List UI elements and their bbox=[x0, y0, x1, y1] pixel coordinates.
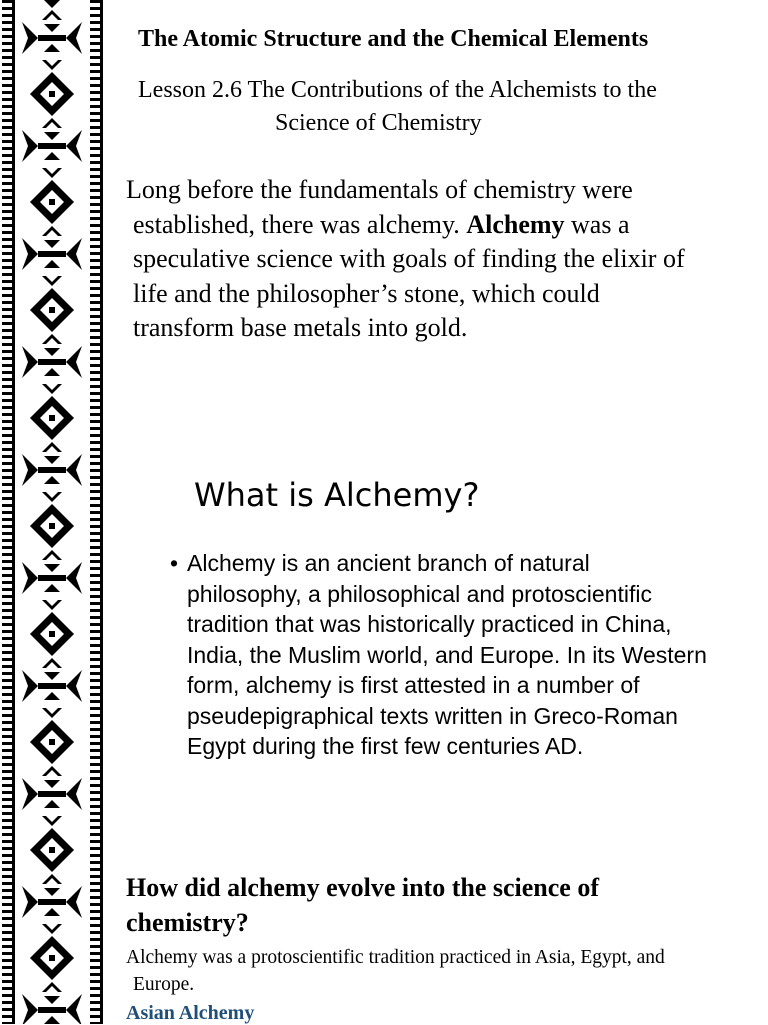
border-motif-pattern bbox=[14, 0, 90, 1024]
intro-paragraph bbox=[126, 173, 756, 346]
answer-line: Alchemy was a protoscientific tradition practiced in Asia, Egypt, and bbox=[126, 947, 665, 968]
bullet-marker: • bbox=[170, 550, 179, 576]
lesson-title-line1: Lesson 2.6 The Contributions of the Alchemists to the bbox=[138, 77, 657, 103]
answer-line: Europe. bbox=[133, 974, 195, 995]
document-title: The Atomic Structure and the Chemical Elements bbox=[138, 26, 649, 52]
intro-text: was a bbox=[571, 209, 630, 239]
lesson-title bbox=[138, 74, 758, 140]
intro-line: speculative science with goals of finding the elixir of bbox=[133, 244, 685, 273]
intro-line: life and the philosopher’s stone, which could bbox=[133, 278, 600, 308]
intro-line: Long before the fundamentals of chemistry were bbox=[126, 175, 633, 204]
border-rail-line bbox=[100, 0, 103, 1024]
border-rail-left bbox=[2, 0, 12, 1024]
subheading-asian-alchemy: Asian Alchemy bbox=[126, 1002, 255, 1024]
intro-text: established, there was alchemy. bbox=[133, 209, 460, 239]
bullet-item bbox=[170, 548, 710, 762]
decorative-border bbox=[0, 0, 104, 1024]
question-heading: How did alchemy evolve into the science of chemistry? bbox=[126, 873, 599, 937]
intro-line: transform base metals into gold. bbox=[133, 313, 468, 342]
border-rail-right bbox=[90, 0, 100, 1024]
alchemy-term: Alchemy bbox=[466, 209, 565, 239]
section-heading: What is Alchemy? bbox=[194, 476, 480, 514]
answer-paragraph bbox=[126, 944, 746, 998]
lesson-title-line2: Science of Chemistry bbox=[275, 110, 482, 136]
bullet-text: Alchemy is an ancient branch of natural philosophy, a philosophical and protoscientific tradition that was historically practiced in China, India, the Muslim world, and Europe. In its Western form, alchemy is first attested in a number of pseudepigraphical texts written in Greco-Roman Egypt during the first few centuries AD. bbox=[187, 550, 707, 759]
intro-line bbox=[126, 208, 756, 243]
page-content bbox=[104, 0, 768, 1024]
